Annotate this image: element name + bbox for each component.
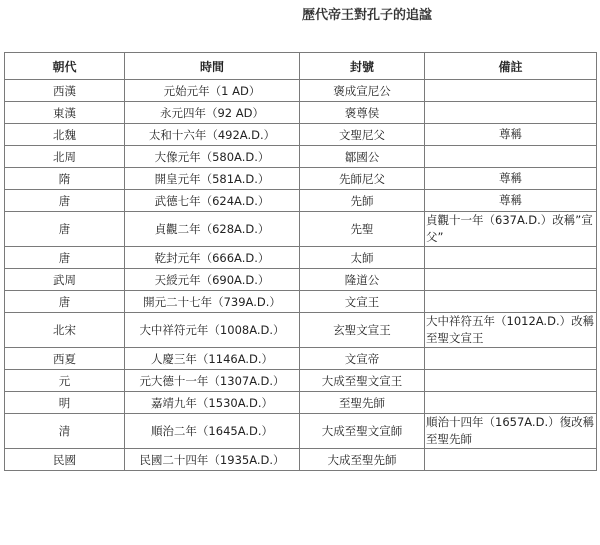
- cell-title: 褒成宣尼公: [300, 80, 425, 102]
- cell-title: 先聖: [300, 212, 425, 247]
- table-row: [5, 190, 597, 212]
- cell-note: [425, 102, 597, 124]
- table-header-row: [5, 53, 597, 80]
- cell-dynasty: 唐: [5, 247, 125, 269]
- header-note: 備註: [425, 53, 597, 80]
- cell-title: 褒尊侯: [300, 102, 425, 124]
- cell-time: 天綬元年（690A.D.）: [125, 269, 300, 291]
- table-row: [5, 269, 597, 291]
- cell-dynasty: 唐: [5, 291, 125, 313]
- table-row: [5, 414, 597, 449]
- table-row: [5, 449, 597, 471]
- cell-title: 先師尼父: [300, 168, 425, 190]
- cell-title: 文宣帝: [300, 348, 425, 370]
- cell-note: 尊稱: [425, 168, 597, 190]
- cell-title: 先師: [300, 190, 425, 212]
- table-row: [5, 392, 597, 414]
- cell-note: 尊稱: [425, 190, 597, 212]
- cell-note: [425, 80, 597, 102]
- cell-time: 乾封元年（666A.D.）: [125, 247, 300, 269]
- cell-note: [425, 269, 597, 291]
- cell-dynasty: 隋: [5, 168, 125, 190]
- table-row: [5, 370, 597, 392]
- table-row: [5, 168, 597, 190]
- cell-dynasty: 唐: [5, 190, 125, 212]
- cell-note: [425, 291, 597, 313]
- cell-title: 大成至聖文宣師: [300, 414, 425, 449]
- cell-dynasty: 元: [5, 370, 125, 392]
- table-row: [5, 80, 597, 102]
- cell-note: [425, 146, 597, 168]
- header-time: 時間: [125, 53, 300, 80]
- cell-title: 玄聖文宣王: [300, 313, 425, 348]
- cell-note: [425, 449, 597, 471]
- cell-time: 開皇元年（581A.D.）: [125, 168, 300, 190]
- cell-title: 隆道公: [300, 269, 425, 291]
- cell-time: 民國二十四年（1935A.D.）: [125, 449, 300, 471]
- cell-time: 大像元年（580A.D.）: [125, 146, 300, 168]
- cell-time: 永元四年（92 AD）: [125, 102, 300, 124]
- cell-time: 元大德十一年（1307A.D.）: [125, 370, 300, 392]
- table-row: [5, 124, 597, 146]
- table-row: [5, 291, 597, 313]
- cell-dynasty: 北魏: [5, 124, 125, 146]
- cell-title: 太師: [300, 247, 425, 269]
- table-row: [5, 313, 597, 348]
- cell-time: 順治二年（1645A.D.）: [125, 414, 300, 449]
- cell-title: 大成至聖文宣王: [300, 370, 425, 392]
- cell-dynasty: 北宋: [5, 313, 125, 348]
- cell-time: 太和十六年（492A.D.）: [125, 124, 300, 146]
- table-row: [5, 102, 597, 124]
- table-row: [5, 146, 597, 168]
- cell-note: [425, 247, 597, 269]
- cell-note: 順治十四年（1657A.D.）復改稱至聖先師: [425, 414, 597, 449]
- cell-note: [425, 392, 597, 414]
- table-row: [5, 348, 597, 370]
- posthumous-titles-table: [4, 52, 597, 471]
- cell-dynasty: 西漢: [5, 80, 125, 102]
- cell-note: [425, 370, 597, 392]
- header-title: 封號: [300, 53, 425, 80]
- header-dynasty: 朝代: [5, 53, 125, 80]
- table-row: [5, 247, 597, 269]
- cell-note: [425, 348, 597, 370]
- cell-time: 大中祥符元年（1008A.D.）: [125, 313, 300, 348]
- cell-note: 大中祥符五年（1012A.D.）改稱至聖文宣王: [425, 313, 597, 348]
- cell-title: 大成至聖先師: [300, 449, 425, 471]
- cell-time: 嘉靖九年（1530A.D.）: [125, 392, 300, 414]
- table-row: [5, 212, 597, 247]
- cell-dynasty: 唐: [5, 212, 125, 247]
- cell-dynasty: 明: [5, 392, 125, 414]
- cell-dynasty: 民國: [5, 449, 125, 471]
- cell-time: 人慶三年（1146A.D.）: [125, 348, 300, 370]
- cell-time: 武德七年（624A.D.）: [125, 190, 300, 212]
- cell-time: 開元二十七年（739A.D.）: [125, 291, 300, 313]
- cell-title: 鄒國公: [300, 146, 425, 168]
- cell-time: 元始元年（1 AD）: [125, 80, 300, 102]
- cell-dynasty: 東漢: [5, 102, 125, 124]
- cell-dynasty: 武周: [5, 269, 125, 291]
- cell-dynasty: 北周: [5, 146, 125, 168]
- cell-dynasty: 清: [5, 414, 125, 449]
- cell-note: 貞觀十一年（637A.D.）改稱”宣父”: [425, 212, 597, 247]
- cell-note: 尊稱: [425, 124, 597, 146]
- cell-title: 文聖尼父: [300, 124, 425, 146]
- cell-title: 文宣王: [300, 291, 425, 313]
- page-title: 歷代帝王對孔子的追諡: [302, 8, 433, 23]
- cell-title: 至聖先師: [300, 392, 425, 414]
- cell-dynasty: 西夏: [5, 348, 125, 370]
- cell-time: 貞觀二年（628A.D.）: [125, 212, 300, 247]
